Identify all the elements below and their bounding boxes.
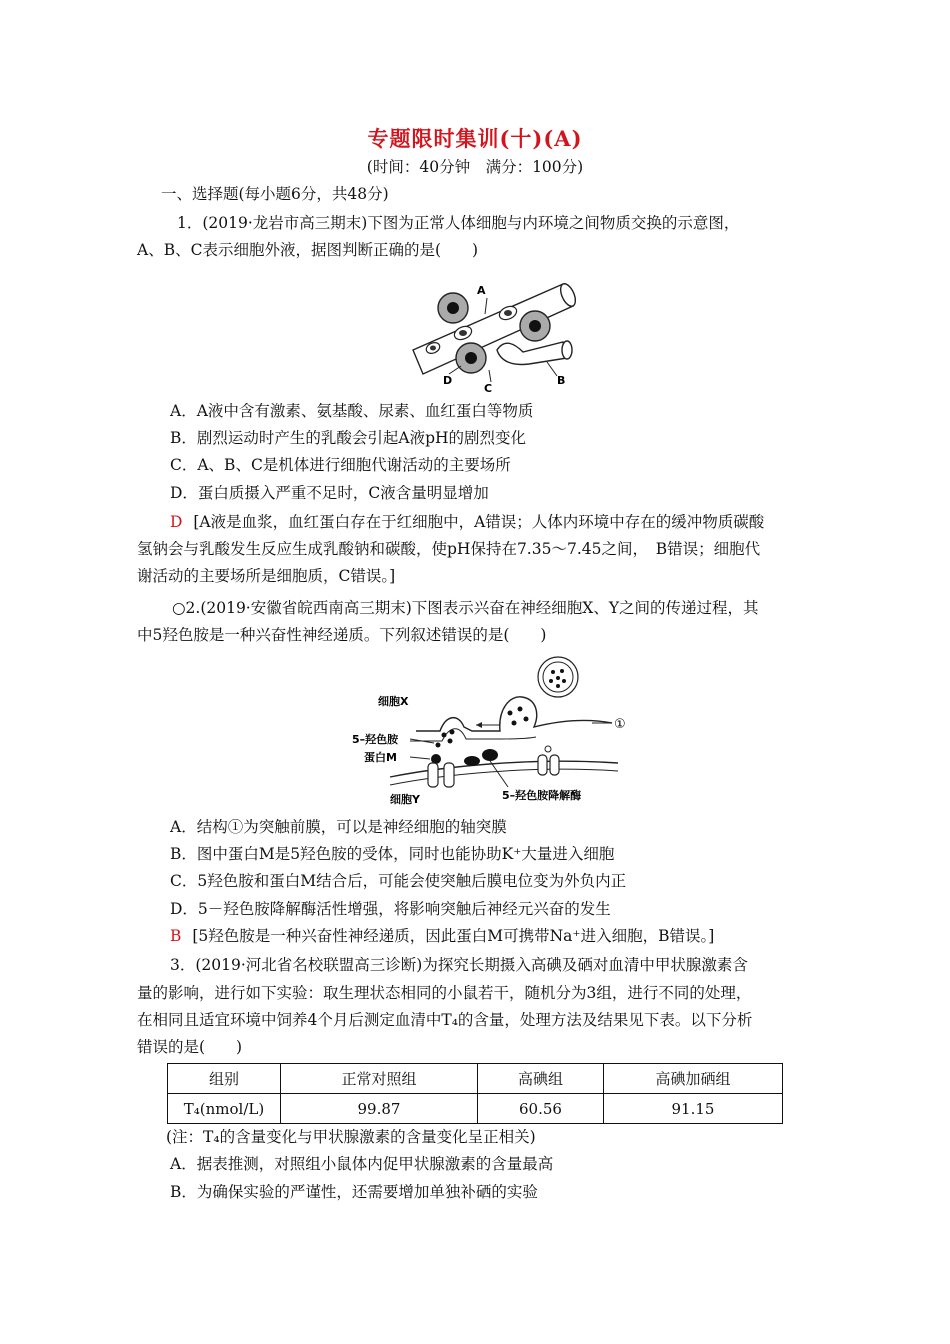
q2-label-protein-m: 蛋白M <box>364 751 397 764</box>
q1-option-d: D．蛋白质摄入严重不足时，C液含量明显增加 <box>170 484 489 502</box>
q2-label-cell-x: 细胞X <box>378 695 409 708</box>
q2-label-cell-y: 细胞Y <box>390 793 420 806</box>
q1-fig-label-c: C <box>484 382 493 395</box>
q2-stem-line2: 中5羟色胺是一种兴奋性神经递质。下列叙述错误的是( ) <box>137 626 547 644</box>
table-cell: T₄(nmol/L) <box>168 1094 281 1124</box>
q3-stem-line3: 在相同且适宜环境中饲养4个月后测定血清中T₄的含量，处理方法及结果见下表。以下分析 <box>137 1011 753 1029</box>
q1-answer-line3: 谢活动的主要场所是细胞质，C错误。] <box>137 567 396 585</box>
q1-figure <box>405 278 595 398</box>
q1-answer-line1 <box>170 512 764 532</box>
table-cell: 60.56 <box>478 1094 604 1124</box>
q1-stem-line1: 1．(2019·龙岩市高三期末)下图为正常人体细胞与内环境之间物质交换的示意图， <box>177 214 740 232</box>
q1-fig-label-b: B <box>557 374 566 387</box>
q2-stem-line1: ○2.(2019·安徽省皖西南高三期末)下图表示兴奋在神经细胞X、Y之间的传递过程，其 <box>172 599 759 617</box>
q1-answer-line2: 氢钠会与乳酸发生反应生成乳酸钠和碳酸，使pH保持在7.35～7.45之间， B错误；细胞代 <box>137 540 761 558</box>
time-score-line: (时间：40分钟 满分：100分) <box>366 158 584 176</box>
q2-synapse-figure <box>350 653 640 811</box>
table-cell: 91.15 <box>604 1094 783 1124</box>
q1-stem-line2: A、B、C表示细胞外液，据图判断正确的是( ) <box>137 241 479 259</box>
q3-stem-line1: 3．(2019·河北省名校联盟高三诊断)为探究长期摄入高碘及硒对血清中甲状腺激素含 <box>170 956 748 974</box>
table-row <box>168 1094 783 1124</box>
q2-option-b: B．图中蛋白M是5羟色胺的受体，同时也能协助K⁺大量进入细胞 <box>170 845 615 863</box>
q3-results-table <box>167 1063 783 1124</box>
table-header-cell: 高碘加硒组 <box>604 1064 783 1094</box>
q3-stem-line4: 错误的是( ) <box>137 1038 243 1056</box>
q2-option-d: D．5－羟色胺降解酶活性增强，将影响突触后神经元兴奋的发生 <box>170 900 611 918</box>
q3-option-a: A．据表推测，对照组小鼠体内促甲状腺激素的含量最高 <box>170 1155 554 1173</box>
q2-label-enzyme: 5–羟色胺降解酶 <box>502 789 582 802</box>
q3-option-b: B．为确保实验的严谨性，还需要增加单独补硒的实验 <box>170 1183 538 1201</box>
table-header-cell: 组别 <box>168 1064 281 1094</box>
q2-label-serotonin: 5–羟色胺 <box>352 733 399 746</box>
q2-option-c: C．5羟色胺和蛋白M结合后，可能会使突触后膜电位变为外负内正 <box>170 872 627 890</box>
q3-table-note: (注：T₄的含量变化与甲状腺激素的含量变化呈正相关) <box>166 1128 536 1146</box>
table-header-cell: 正常对照组 <box>281 1064 478 1094</box>
q2-label-marker: ① <box>614 717 626 732</box>
q1-option-a: A．A液中含有激素、氨基酸、尿素、血红蛋白等物质 <box>170 402 534 420</box>
section-heading: 一、选择题(每小题6分，共48分) <box>161 185 389 203</box>
q1-option-c: C．A、B、C是机体进行细胞代谢活动的主要场所 <box>170 456 511 474</box>
page-title: 专题限时集训(十)(A) <box>367 126 583 151</box>
table-cell: 99.87 <box>281 1094 478 1124</box>
q2-answer-letter: B <box>170 927 182 945</box>
table-header-row <box>168 1064 783 1094</box>
q1-answer-text: [A液是血浆，血红蛋白存在于红细胞中，A错误；人体内环境中存在的缓冲物质碳酸 <box>193 513 765 531</box>
q2-answer-text: [5羟色胺是一种兴奋性神经递质，因此蛋白M可携带Na⁺进入细胞，B错误。] <box>192 927 715 945</box>
q1-option-b: B．剧烈运动时产生的乳酸会引起A液pH的剧烈变化 <box>170 429 527 447</box>
table-header-cell: 高碘组 <box>478 1064 604 1094</box>
q1-fig-label-d: D <box>443 374 453 387</box>
q2-option-a: A．结构①为突触前膜，可以是神经细胞的轴突膜 <box>170 818 507 836</box>
q3-stem-line2: 量的影响，进行如下实验：取生理状态相同的小鼠若干，随机分为3组，进行不同的处理， <box>137 984 752 1002</box>
q1-fig-label-a: A <box>477 284 486 297</box>
q1-answer-letter: D <box>170 513 183 531</box>
q2-answer-line <box>170 926 714 946</box>
